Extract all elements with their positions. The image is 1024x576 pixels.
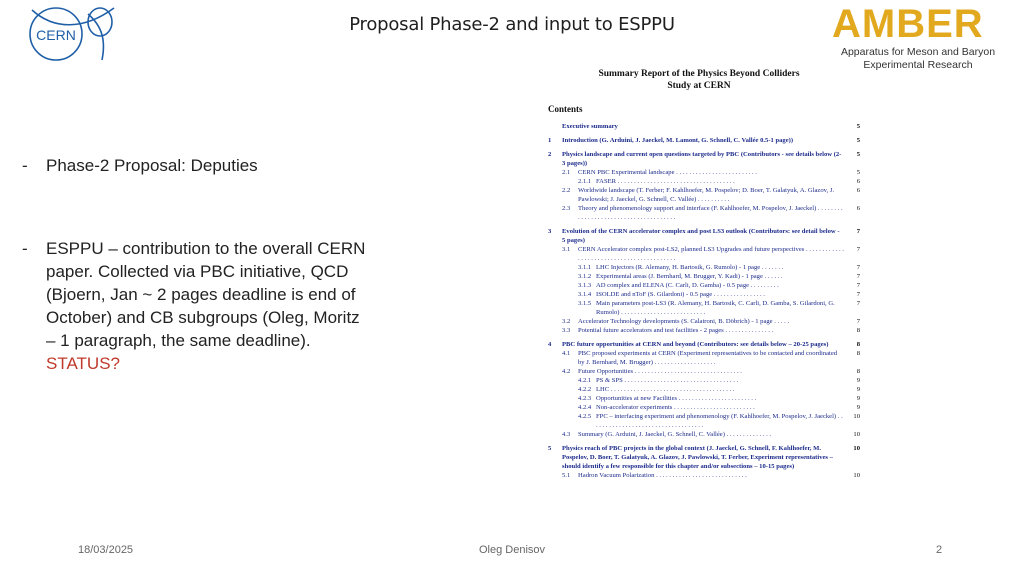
footer-page-number: 2 [936, 544, 943, 556]
toc-page: 10 [853, 413, 860, 420]
toc-number: 2.1.1 [578, 178, 592, 185]
toc-title: Introduction (G. Arduini, J. Jaeckel, M. Lamont, G. Schnell, C. Vallée 0.5-1 page)) [562, 137, 794, 144]
toc-number: 4.2.4 [578, 404, 592, 411]
toc-page: 7 [856, 246, 860, 253]
toc-title: Accelerator Technology developments (S. Calatroni, B. Döbrich) - 1 page . . . . . [578, 318, 790, 325]
toc-title: Future Opportunities . . . . . . . . . . . . . . . . . . . . . . . . . . . . . . . . . [578, 368, 742, 375]
cern-logo-text: CERN [36, 27, 76, 43]
toc-title: Theory and phenomenology support and interface (F. Kahlhoefer, M. Pospelov, J. Jaeckel) . . . . . . . . . . . . . . . . . . . . . . . . . . . . . . . . . . . . . . [578, 205, 843, 221]
status-label: STATUS? [46, 354, 120, 373]
toc-row [548, 430, 860, 439]
toc-page: 7 [856, 282, 860, 289]
toc-number: 1 [548, 137, 552, 144]
report-title-line1: Summary Report of the Physics Beyond Colliders [598, 69, 800, 79]
toc-page: 8 [856, 368, 860, 375]
toc-row [548, 177, 860, 186]
amber-subtitle-line1: Apparatus for Meson and Baryon [840, 46, 996, 58]
toc-row [548, 394, 860, 403]
toc-page: 5 [856, 151, 860, 158]
toc-title: LHC Injectors (R. Alemany, H. Bartosik, G. Rumolo) - 1 page . . . . . . . [596, 264, 784, 271]
toc-row [548, 245, 860, 263]
toc-page: 8 [856, 327, 860, 334]
toc-page: 6 [856, 205, 860, 212]
toc-page: 9 [856, 386, 860, 393]
bullet-text-block [46, 237, 366, 375]
toc-number: 3.1.1 [578, 264, 592, 271]
toc-title: PS & SPS . . . . . . . . . . . . . . . . . . . . . . . . . . . . . . . . . . . [596, 377, 739, 384]
toc-title: PBC future opportunities at CERN and beyond (Contributors: see details below – 20-25 pages) [562, 341, 829, 348]
toc-page: 7 [856, 300, 860, 307]
toc-page: 8 [856, 341, 860, 348]
toc-page: 9 [856, 404, 860, 411]
toc-page: 6 [856, 178, 860, 185]
toc-page: 9 [856, 395, 860, 402]
toc-row [548, 317, 860, 326]
toc-row [548, 444, 860, 471]
toc-title: Potential future accelerators and test facilities - 2 pages . . . . . . . . . . . . . . . [578, 327, 774, 334]
toc-title: Non-accelerator experiments . . . . . . . . . . . . . . . . . . . . . . . . . [596, 404, 755, 411]
toc-number: 5.1 [562, 472, 571, 479]
toc-page: 5 [856, 137, 860, 144]
toc-title: Executive summary [562, 123, 618, 130]
toc-row [548, 471, 860, 480]
toc-number: 4.2 [562, 368, 571, 375]
toc-number: 4 [548, 341, 552, 348]
toc-page: 5 [856, 123, 860, 130]
toc-page: 10 [853, 431, 860, 438]
amber-logo-word: AMBER [832, 2, 984, 46]
contents-heading: Contents [548, 104, 583, 114]
toc-row [548, 376, 860, 385]
toc-row [548, 412, 860, 430]
cern-logo [14, 0, 120, 62]
toc-number: 3.3 [562, 327, 571, 334]
toc-title: FPC – interfacing experiment and phenomenology (F. Kahlhoefer, M. Pospelov, J. Jaeckel) . . . . . . . . . . . . . . . . . . . . . . . . . . . . . . . . . . . [596, 413, 843, 429]
toc-row [548, 263, 860, 272]
toc-page: 7 [856, 273, 860, 280]
toc-row [548, 367, 860, 376]
toc-number: 4.2.1 [578, 377, 592, 384]
toc-page: 8 [856, 350, 860, 357]
toc-row [548, 340, 860, 349]
toc-number: 3.1.2 [578, 273, 592, 280]
toc-row [548, 204, 860, 222]
toc-number: 3.1.4 [578, 291, 592, 298]
toc-page: 7 [856, 318, 860, 325]
bullet-dash: - [22, 156, 28, 175]
toc-number: 5 [548, 445, 552, 452]
toc-page: 10 [853, 445, 860, 452]
toc-number: 4.1 [562, 350, 571, 357]
toc-title: Evolution of the CERN accelerator complex and post LS3 outlook (Contributors: see detail below - 5 pages) [562, 228, 840, 244]
toc-title: Main parameters post-LS3 (R. Alemany, H. Bartosik, C. Carli, D. Gamba, S. Gilardoni, G. Rumolo) . . . . . . . . . . . . . . . . . . . . . . . . . . [596, 300, 835, 316]
toc-page: 7 [856, 228, 860, 235]
table-of-contents [548, 122, 860, 480]
footer-author: Oleg Denisov [478, 544, 546, 556]
toc-row [548, 272, 860, 281]
toc-title: ISOLDE and nToF (S. Gilardoni) - 0.5 page . . . . . . . . . . . . . . . . [596, 291, 765, 298]
toc-row [548, 168, 860, 177]
toc-page: 7 [856, 291, 860, 298]
bullet-text: Phase-2 Proposal: Deputies [46, 156, 258, 175]
bullet-text: ESPPU – contribution to the overall CERN paper. Collected via PBC initiative, QCD (Bjoern, Jan ~ 2 pages deadline is end of October) and CB subgroups (Oleg, Moritz – 1 paragraph, the same deadline). [46, 239, 366, 350]
toc-number: 3.2 [562, 318, 571, 325]
toc-row [548, 290, 860, 299]
toc-number: 4.2.2 [578, 386, 592, 393]
toc-row [548, 227, 860, 245]
toc-number: 4.2.3 [578, 395, 592, 402]
toc-page: 6 [856, 187, 860, 194]
footer-date: 18/03/2025 [78, 544, 134, 556]
toc-number: 2.2 [562, 187, 571, 194]
toc-number: 4.2.5 [578, 413, 592, 420]
slide-title: Proposal Phase-2 and input to ESPPU [349, 14, 675, 35]
toc-title: AD complex and ELENA (C. Carli, D. Gamba) - 0.5 page . . . . . . . . . [596, 282, 779, 289]
toc-title: Hadron Vacuum Polarization . . . . . . . . . . . . . . . . . . . . . . . . . . . . [578, 472, 747, 479]
toc-title: CERN PBC Experimental landscape . . . . . . . . . . . . . . . . . . . . . . . . . [578, 169, 757, 176]
toc-row [548, 186, 860, 204]
toc-number: 2.1 [562, 169, 571, 176]
toc-number: 3.1 [562, 246, 571, 253]
amber-logo [828, 2, 1008, 74]
bullet-dash: - [22, 239, 28, 258]
toc-row [548, 326, 860, 335]
toc-title: Experimental areas (J. Bernhard, M. Brugger, Y. Kadi) - 1 page . . . . . . [596, 273, 783, 280]
toc-title: PBC proposed experiments at CERN (Experiment representatives to be contacted and coordinated by J. Bernhard, M. Brugger) . . . . . . . . . . . . . . . . . . . [578, 350, 838, 366]
toc-title: LHC . . . . . . . . . . . . . . . . . . . . . . . . . . . . . . . . . . . . . . [596, 386, 735, 393]
toc-title: Summary (G. Arduini, J. Jaeckel, G. Schnell, C. Vallée) . . . . . . . . . . . . . . [578, 431, 772, 438]
toc-number: 3 [548, 228, 552, 235]
toc-row [548, 403, 860, 412]
toc-number: 4.3 [562, 431, 571, 438]
toc-row [548, 150, 860, 168]
toc-title: Physics landscape and current open questions targeted by PBC (Contributors - see details below (2-3 pages)) [562, 151, 842, 167]
toc-row [548, 136, 860, 145]
toc-title: CERN Accelerator complex post-LS2, planned LS3 Upgrades and future perspectives . . . . . . . . . . . . . . . . . . . . . . . . . . . . . . . . . . . . . . . . . . [578, 246, 844, 262]
toc-number: 2.3 [562, 205, 571, 212]
report-excerpt [548, 68, 860, 480]
toc-row [548, 385, 860, 394]
toc-page: 5 [856, 169, 860, 176]
toc-row [548, 299, 860, 317]
toc-number: 3.1.3 [578, 282, 592, 289]
amber-subtitle-line2: Experimental Research [863, 59, 973, 71]
toc-title: Physics reach of PBC projects in the global context (J. Jaeckel, G. Schnell, F. Kahlhoefer, M. Pospelov, D. Boer, T. Galatyuk, A. Glazov, J. Pawlowski, T. Ferber, Experiment representatives – should identify a few responsible for this chapter and/or subsections – 10-15 pages) [562, 445, 833, 470]
toc-row [548, 349, 860, 367]
toc-title: FASER . . . . . . . . . . . . . . . . . . . . . . . . . . . . . . . . . . . . [596, 178, 735, 185]
toc-page: 10 [853, 472, 860, 479]
toc-title: Opportunities at new Facilities . . . . . . . . . . . . . . . . . . . . . . . . [596, 395, 757, 402]
toc-title: Worldwide landscape (T. Ferber; F. Kahlhoefer, M. Pospelov; D. Boer, T. Galatyuk, A. Glazov, J. Pawlowski; J. Jaeckel, G. Schnell, C. Vallée) . . . . . . . . . . [578, 187, 834, 203]
toc-row [548, 122, 860, 131]
report-title-line2: Study at CERN [667, 81, 731, 91]
toc-number: 2 [548, 151, 552, 158]
report-title [538, 68, 860, 92]
toc-number: 3.1.5 [578, 300, 592, 307]
toc-row [548, 281, 860, 290]
toc-page: 7 [856, 264, 860, 271]
toc-page: 9 [856, 377, 860, 384]
